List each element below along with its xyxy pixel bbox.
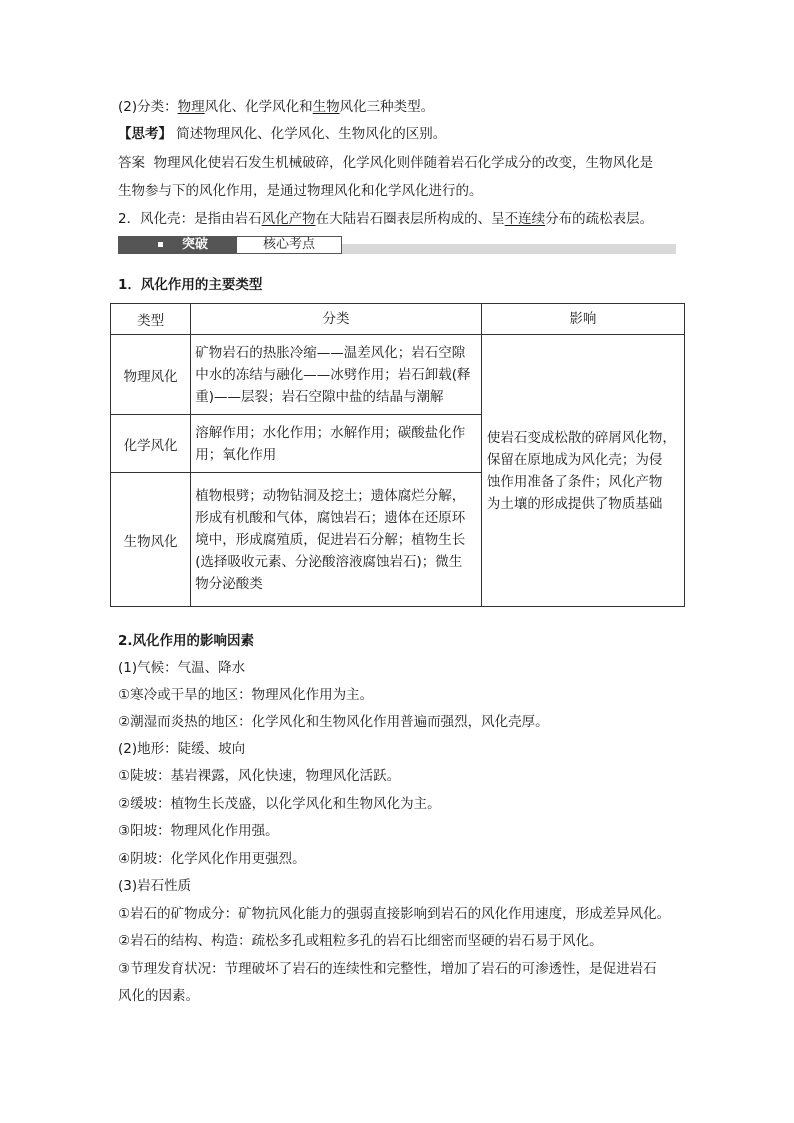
underlined-weathering-product: 风化产物 bbox=[261, 211, 316, 227]
think-text: 简述物理风化、化学风化、生物风化的区别。 bbox=[176, 126, 447, 142]
factor-item: ④阴坡：化学风化作用更强烈。 bbox=[118, 851, 306, 867]
effect-cell bbox=[481, 335, 684, 607]
factor-climate: (1)气候：气温、降水 bbox=[118, 660, 246, 676]
cell-line: 形成有机酸和气体，腐蚀岩石；遗体在还原环 bbox=[195, 509, 466, 526]
header-classification: 分类 bbox=[191, 304, 482, 335]
classification-prefix: (2)分类： bbox=[118, 99, 178, 115]
think-line bbox=[118, 125, 446, 143]
crust-end: 分布的疏松表层。 bbox=[545, 211, 654, 227]
cell-line: 重)——层裂；岩石空隙中盐的结晶与潮解 bbox=[195, 388, 444, 405]
classification-middle: 风化、化学风化和 bbox=[204, 99, 313, 115]
cell-line: 保留在原地成为风化壳；为侵 bbox=[486, 451, 663, 468]
factor-item: ①岩石的矿物成分：矿物抗风化能力的强弱直接影响到岩石的风化作用速度，形成差异风化。 bbox=[118, 906, 671, 922]
factor-item: ②岩石的结构、构造：疏松多孔或粗粒多孔的岩石比细密而坚硬的岩石易于风化。 bbox=[118, 933, 603, 949]
factor-item: ②缓坡：植物生长茂盛，以化学风化和生物风化为主。 bbox=[118, 796, 441, 812]
weathering-crust-line bbox=[118, 210, 653, 228]
table-header-row bbox=[111, 304, 685, 335]
cell-line: 使岩石变成松散的碎屑风化物， bbox=[486, 429, 676, 446]
cell-line: 境中，形成腐殖质，促进岩石分解；植物生长 bbox=[195, 531, 466, 548]
cell-line: 中水的冻结与融化——冰劈作用；岩石卸载(释 bbox=[195, 366, 471, 383]
crust-middle: 在大陆岩石圈表层所构成的、呈 bbox=[315, 211, 505, 227]
classification-line bbox=[118, 98, 434, 116]
row-classification-physical bbox=[191, 335, 482, 415]
row-classification-chemical bbox=[191, 415, 482, 473]
section2-title: 2.风化作用的影响因素 bbox=[118, 633, 255, 649]
answer-tag: 答案 bbox=[118, 155, 145, 171]
row-classification-biological bbox=[191, 473, 482, 607]
cell-line: (选择吸收元素、分泌酸溶液腐蚀岩石)；微生 bbox=[195, 553, 463, 570]
factor-item: ②潮湿而炎热的地区：化学风化和生物风化作用普遍而强烈，风化壳厚。 bbox=[118, 714, 549, 730]
header-effect: 影响 bbox=[481, 304, 684, 335]
row-type-biological: 生物风化 bbox=[111, 473, 191, 607]
cell-line: 用；氧化作用 bbox=[195, 446, 277, 463]
underlined-biological: 生物 bbox=[312, 99, 340, 115]
factor-item: ①陡坡：基岩裸露，风化快速，物理风化活跃。 bbox=[118, 768, 401, 784]
answer-line-2 bbox=[118, 182, 483, 200]
table-row bbox=[111, 335, 685, 415]
section-banner bbox=[118, 236, 676, 256]
cell-line: 为土壤的形成提供了物质基础 bbox=[486, 495, 663, 512]
cell-line: 蚀作用准备了条件；风化产物 bbox=[486, 473, 663, 490]
row-type-physical: 物理风化 bbox=[111, 335, 191, 415]
factor-item: ③阳坡：物理风化作用强。 bbox=[118, 823, 279, 839]
factor-terrain: (2)地形：陡缓、坡向 bbox=[118, 741, 246, 757]
square-icon bbox=[158, 242, 163, 247]
classification-end: 风化三种类型。 bbox=[339, 99, 435, 115]
row-type-chemical: 化学风化 bbox=[111, 415, 191, 473]
think-tag: 【思考】 bbox=[118, 126, 172, 142]
cell-line: 植物根劈；动物钻洞及挖土；遗体腐烂分解， bbox=[195, 487, 466, 504]
underlined-physical: 物理 bbox=[177, 99, 205, 115]
factor-item: 风化的因素。 bbox=[118, 988, 199, 1004]
factor-rock: (3)岩石性质 bbox=[118, 878, 192, 894]
factor-item: ①寒冷或干旱的地区：物理风化作用为主。 bbox=[118, 687, 374, 703]
header-type: 类型 bbox=[111, 304, 191, 335]
weathering-types-table bbox=[110, 303, 685, 607]
crust-prefix: 2．风化壳：是指由岩石 bbox=[118, 211, 262, 227]
cell-line: 溶解作用；水化作用；水解作用；碳酸盐化作 bbox=[195, 424, 466, 441]
banner-light-label: 核心考点 bbox=[236, 236, 342, 254]
answer-text-1: 物理风化使岩石发生机械破碎，化学风化则伴随着岩石化学成分的改变，生物风化是 bbox=[153, 155, 654, 171]
cell-line: 矿物岩石的热胀冷缩——温差风化；岩石空隙 bbox=[195, 344, 466, 361]
cell-line: 物分泌酸类 bbox=[195, 575, 263, 592]
answer-text-2: 生物参与下的风化作用，是通过物理风化和化学风化进行的。 bbox=[118, 183, 483, 199]
banner-dark-text: 突破 bbox=[182, 237, 209, 252]
factor-item: ③节理发育状况：节理破坏了岩石的连续性和完整性，增加了岩石的可渗透性，是促进岩石 bbox=[118, 961, 657, 977]
underlined-discontinuous: 不连续 bbox=[504, 211, 546, 227]
banner-dark-label bbox=[118, 236, 236, 254]
answer-line-1 bbox=[118, 154, 653, 172]
section1-title: 1．风化作用的主要类型 bbox=[118, 277, 263, 293]
